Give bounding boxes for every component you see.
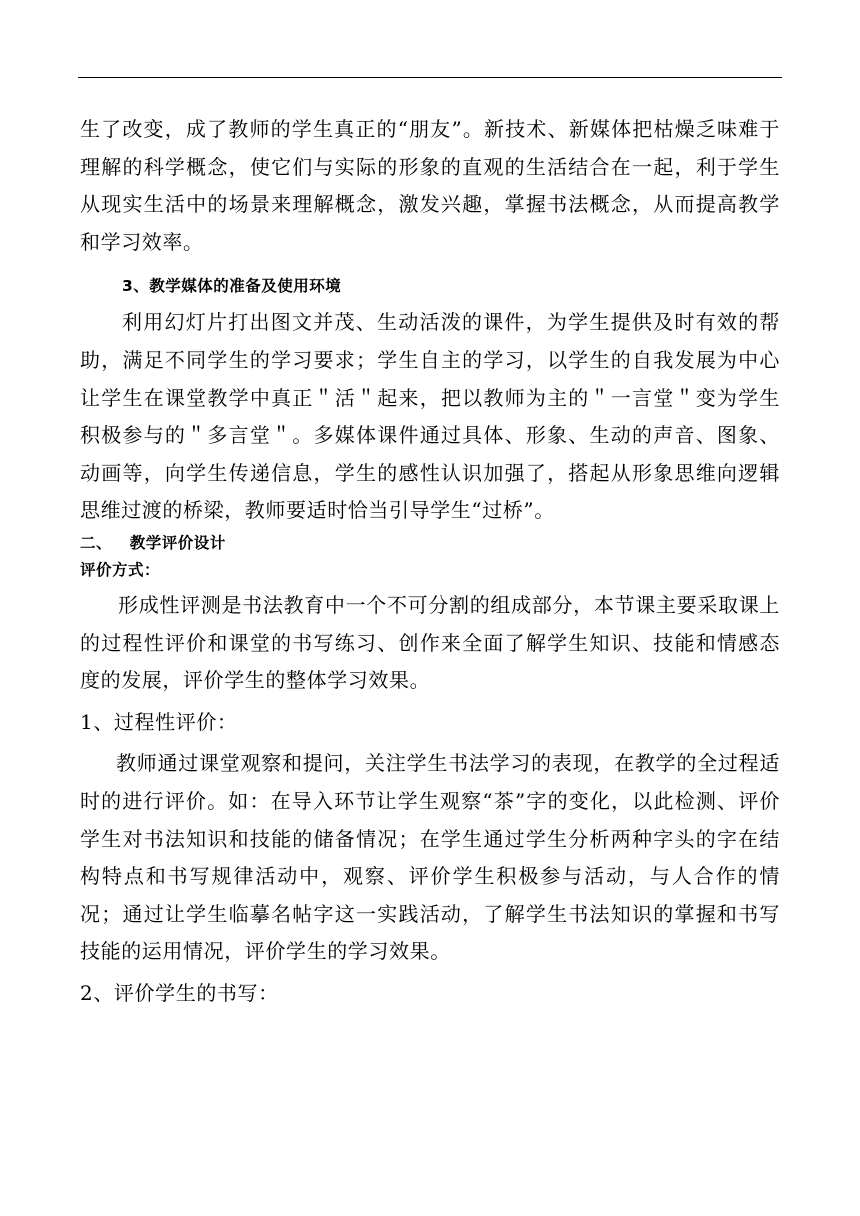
paragraph-formative-assessment: 形成性评测是书法教育中一个不可分割的组成部分，本节课主要采取课上的过程性评价和课堂的书写练习、创作来全面了解学生知识、技能和情感态度的发展，评价学生的整体学习效果。	[80, 592, 780, 693]
paragraph-media-benefits: 生了改变，成了教师的学生真正的“朋友”。新技术、新媒体把枯燥乏味难于理解的科学概念，使它们与实际的形象的直观的生活结合在一起，利于学生从现实生活中的场景来理解概念，激发兴趣，掌握书法概念，从而提高教学和学习效率。	[80, 117, 780, 254]
heading-evaluation-method: 评价方式：	[80, 560, 161, 579]
item-writing-evaluation: 2、评价学生的书写：	[80, 980, 279, 1005]
paragraph-process-evaluation: 教师通过课堂观察和提问，关注学生书法学习的表现，在教学的全过程适时的进行评价。如：在导入环节让学生观察“茶”字的变化，以此检测、评价学生对书法知识和技能的储备情况；在学生通过学生分析两种字头的字在结构特点和书写规律活动中，观察、评价学生积极参与活动，与人合作的情况；通过让学生临摹名帖字这一实践活动，了解学生书法知识的掌握和书写技能的运用情况，评价学生的学习效果。	[80, 751, 780, 964]
header-rule	[78, 77, 782, 78]
heading-media-environment: 3、教学媒体的准备及使用环境	[122, 277, 342, 296]
paragraph-slides: 利用幻灯片打出图文并茂、生动活泼的课件，为学生提供及时有效的帮助，满足不同学生的学习要求；学生自主的学习，以学生的自我发展为中心让学生在课堂教学中真正＂活＂起来，把以教师为主的＂一言堂＂变为学生积极参与的＂多言堂＂。多媒体课件通过具体、形象、生动的声音、图象、动画等，向学生传递信息，学生的感性认识加强了，搭起从形象思维向逻辑思维过渡的桥梁，教师要适时恰当引导学生“过桥”。	[80, 310, 780, 523]
heading-evaluation-design: 二、 教学评价设计	[80, 533, 226, 552]
document-body	[80, 111, 780, 1016]
item-process-evaluation: 1、过程性评价：	[80, 709, 238, 734]
